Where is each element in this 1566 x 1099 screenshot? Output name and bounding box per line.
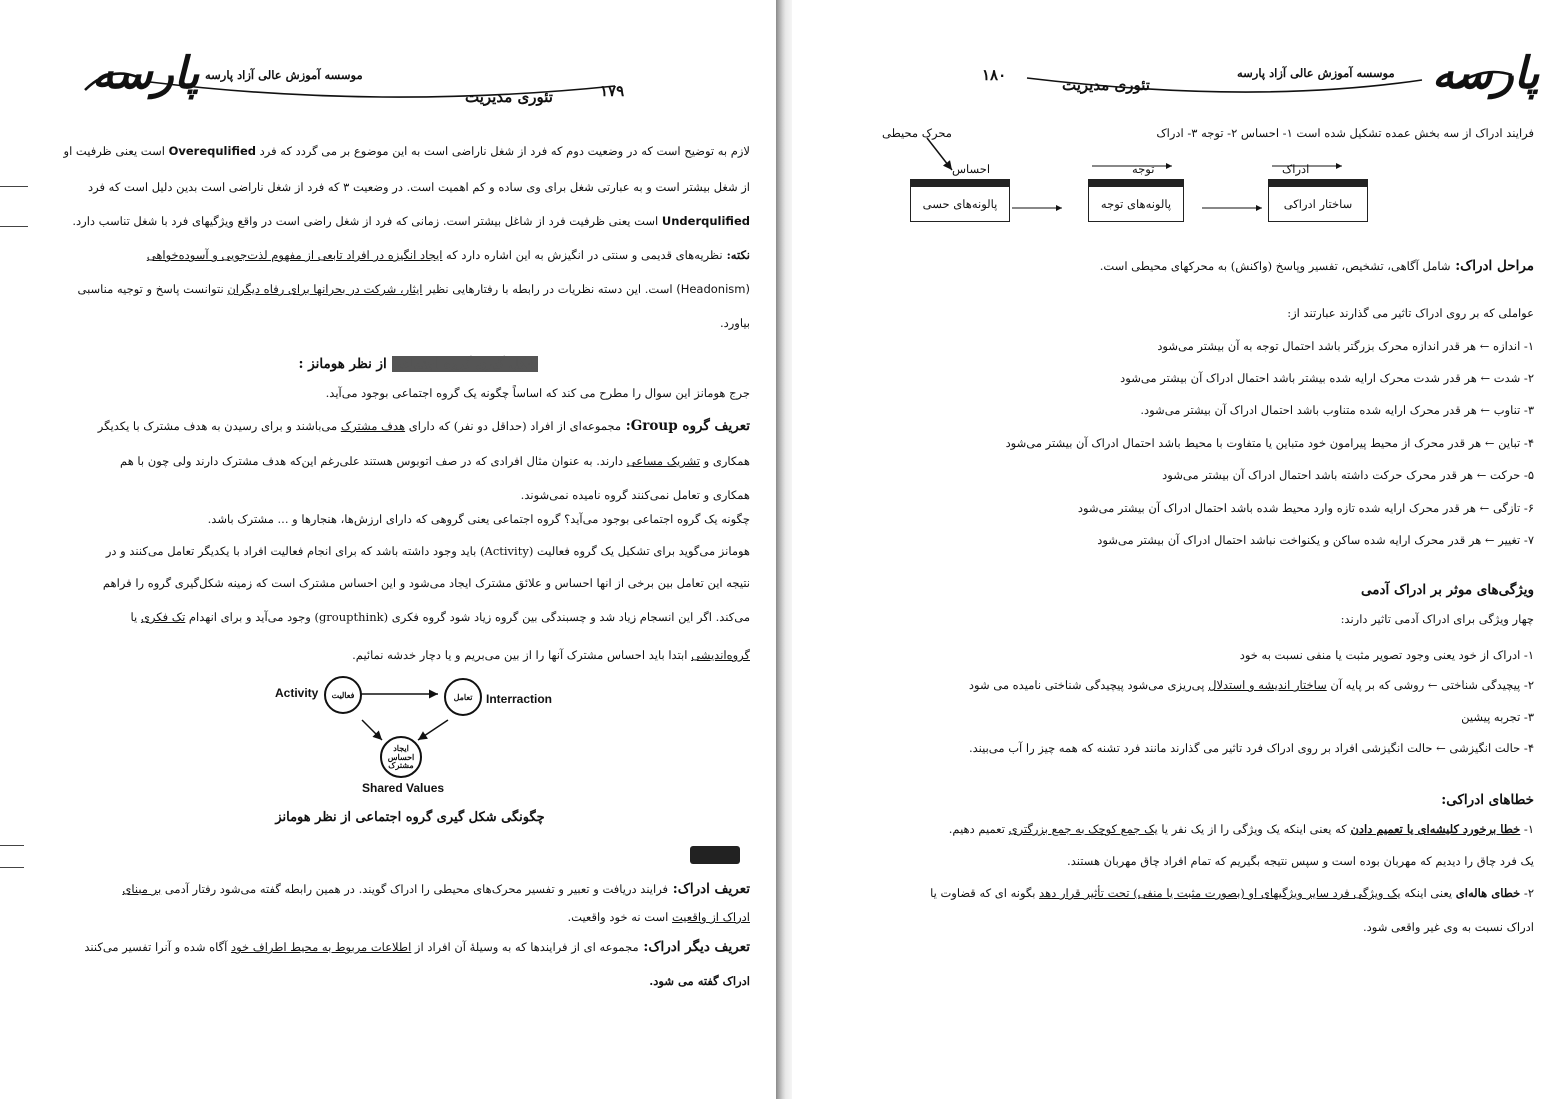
- book-gutter: [776, 0, 792, 1099]
- page-number: ۱۸۰: [982, 66, 1007, 84]
- scan-edge-mark: [0, 845, 24, 846]
- note-line: نکته: نظریه‌های قدیمی و سنتی در انگیزش به این اشاره دارد که ایجاد انگیزه در افراد تابعی از مفهوم لذت‌جویی و آسوده‌خواهی: [146, 248, 750, 262]
- error-item: ۱- خطا برخورد کلیشه‌ای یا تعمیم دادن که یعنی اینکه یک ویژگی را از یک نفر یا یک جمع کوچک به جمع بزرگتری تعمیم دهیم.: [948, 822, 1534, 836]
- activity-circle: فعالیت: [324, 676, 362, 714]
- factor-item: ۲- شدت ← هر قدر شدت محرک ارایه شده بیشتر باشد احتمال ادراک آن بیشتر می‌شود: [1120, 371, 1534, 385]
- text-line: یک فرد چاق را دیدیم که مهربان بوده است و سپس نتیجه بگیریم که تمام افراد چاق مهربان هستند.: [1067, 854, 1534, 868]
- institute-name: موسسه آموزش عالی آزاد پارسه: [1237, 66, 1395, 80]
- sensation-label: احساس: [952, 162, 991, 176]
- text-line: از شغل بیشتر است و به عبارتی شغل برای وی ساده و کم اهمیت است. در وضعیت ۳ که فرد از شغل ناراضی است بدین دلیل است که فرد: [88, 180, 750, 194]
- factor-item: ۱- اندازه ← هر قدر اندازه محرک بزرگتر باشد احتمال توجه به آن بیشتر می‌شود: [1157, 339, 1534, 353]
- text-line: Underqulified است یعنی ظرفیت فرد از شاغل بیشتر است. زمانی که فرد از شغل راضی است در واقع ویژگیهای فرد با شغل تناسب دارد.: [72, 214, 750, 228]
- text-line: ادراک از واقعیت است نه خود واقعیت.: [567, 910, 750, 924]
- text-line: لازم به توضیح است که در وضعیت دوم که فرد از شغل ناراضی است به این موضوع بر می گردد که فرد Overequlified است یعنی ظرفیت او: [63, 144, 750, 158]
- stages-line: مراحل ادراک: شامل آگاهی، تشخیص، تفسیر وپاسخ (واکنش) به محرکهای محیطی است.: [1099, 258, 1534, 274]
- shared-values-label: Shared Values: [362, 781, 445, 795]
- right-page-header: [792, 30, 1566, 115]
- left-page-header: [0, 30, 776, 115]
- text-line: گروه‌اندیشی ابتدا باید احساس مشترک آنها را از بین می‌بریم و یا دچار خدشه نمائیم.: [352, 648, 750, 662]
- perceptual-structure-box: ساختار ادراکی: [1268, 186, 1368, 222]
- factor-item: ۳- تناوب ← هر قدر محرک ارایه شده متناوب باشد احتمال ادراک آن بیشتر می‌شود.: [1140, 403, 1534, 417]
- attention-label: توجه: [1132, 162, 1155, 176]
- factor-item: ۴- تباین ← هر قدر محرک از محیط پیرامون خود متباین یا متفاوت با محیط باشد احتمال ادراک آن بیشتر می‌شود: [1005, 436, 1534, 450]
- trait-item: ۲- پیچیدگی شناختی ← روشی که بر پایه آن ساختار اندیشه و استدلال پی‌ریزی می‌شود پیچیدگی شناختی نامیده می شود: [968, 678, 1534, 692]
- text-line: (Headonism) است. این دسته نظریات در رابطه با رفتارهایی نظیر ایثار، شرکت در بحرانها برای رفاه دیگران نتوانست پاسخ و توجیه مناسبی: [77, 282, 750, 296]
- left-page: [0, 0, 776, 1099]
- section-heading: شکل گیری گروه اجتماعی از نظر هومانز :: [298, 356, 538, 372]
- institute-logo: پارسه: [92, 48, 200, 99]
- perception-label: ادراک: [1282, 162, 1310, 176]
- trait-item: ۱- ادراک از خود یعنی وجود تصویر مثبت یا منفی نسبت به خود: [1239, 648, 1534, 662]
- activity-label: Activity: [275, 686, 319, 700]
- definition-line: تعریف دیگر ادراک: مجموعه ای از فرایندها که به وسیلهٔ آن افراد از اطلاعات مربوط به محیط اطراف خود آگاه شده و آنرا تفسیر می‌کنند: [84, 939, 750, 955]
- interaction-circle: تعامل: [444, 678, 482, 716]
- factor-item: ۶- تازگی ← هر قدر محرک ارایه شده تازه وارد محیط شده باشد احتمال ادراک آن بیشتر می‌شود: [1077, 501, 1534, 515]
- definition-line: تعریف ادراک: فرایند دریافت و تعبیر و تفسیر محرک‌های محیطی را ادراک گویند. در همین رابطه گفته می‌شود رفتار آدمی بر مبنای: [122, 881, 750, 897]
- scan-edge-mark: [0, 186, 28, 187]
- trait-item: ۴- حالت انگیزشی ← حالت انگیزشی افراد بر روی ادراک فرد تاثیر می گذارند مانند فرد تشنه که همه چیز را آب می‌بیند.: [968, 741, 1534, 755]
- text-line: جرج هومانز این سوال را مطرح می کند که اساساً چگونه یک گروه اجتماعی بوجود می‌آید.: [325, 386, 750, 400]
- trait-item: ۳- تجربه پیشین: [1461, 710, 1534, 724]
- institute-logo: پارسه: [1432, 48, 1540, 99]
- text-line: همکاری و تشریک مساعی دارند. به عنوان مثال افرادی که در صف اتوبوس هستند علی‌رغم این‌که هدف مشترک دارند ولی چون با هم: [120, 454, 750, 468]
- diagram-caption: چگونگی شکل گیری گروه اجتماعی از نظر هومانز: [275, 810, 545, 825]
- text-line: عواملی که بر روی ادراک تاثیر می گذارند عبارتند از:: [1287, 306, 1534, 320]
- text-line: بیاورد.: [719, 316, 750, 330]
- traits-heading: ویژگی‌های موثر بر ادراک آدمی: [1361, 582, 1534, 598]
- text-line: چگونه یک گروه اجتماعی بوجود می‌آید؟ گروه اجتماعی یعنی گروهی که دارای ارزش‌ها، هنجارها و ... مشترک باشد.: [207, 512, 750, 526]
- subject-title: تئوری مدیریت: [465, 88, 553, 106]
- scan-edge-mark: [0, 226, 28, 227]
- right-page: [792, 0, 1566, 1099]
- error-item: ۲- خطای هاله‌ای یعنی اینکه یک ویژگی فرد سایر ویژگیهای او (بصورت مثبت یا منفی) تحت تأثیر قرار دهد بگونه ای که قضاوت یا: [930, 886, 1534, 900]
- environment-stimulus-label: محرک محیطی: [882, 126, 952, 140]
- sensory-filters-box: پالونه‌های حسی: [910, 186, 1010, 222]
- factor-item: ۷- تغییر ← هر قدر محرک ارایه شده ساکن و یکنواخت نباشد احتمال ادراک آن بیشتر می‌شود: [1097, 533, 1534, 547]
- definition-line: تعریف گروه Group: مجموعه‌ای از افراد (حداقل دو نفر) که دارای هدف مشترک می‌باشند و برای رسیدن به هدف مشترک با یکدیگر: [97, 418, 750, 434]
- scan-edge-mark: [0, 867, 24, 868]
- subject-title: تئوری مدیریت: [1062, 76, 1150, 94]
- shared-values-circle: ایجاد احساس مشترک: [380, 736, 422, 778]
- errors-heading: خطاهای ادراکی:: [1441, 792, 1534, 808]
- text-line: می‌کند. اگر این انسجام زیاد شد و چسبندگی بین گروه زیاد شود گروه فکری (groupthink) وجود می‌آید و برای انهدام تک فکری یا: [130, 610, 750, 624]
- text-line: فرایند ادراک از سه بخش عمده تشکیل شده است ۱- احساس ۲- توجه ۳- ادراک: [1156, 126, 1534, 140]
- text-line: همکاری و تعامل نمی‌کنند گروه نامیده نمی‌شوند.: [520, 488, 750, 502]
- text-line: ادراک نسبت به وی غیر واقعی شود.: [1363, 920, 1534, 934]
- text-line: چهار ویژگی برای ادراک آدمی تاثیر دارند:: [1340, 612, 1534, 626]
- attention-filters-box: پالونه‌های توجه: [1088, 186, 1184, 222]
- factor-item: ۵- حرکت ← هر قدر محرک حرکت داشته باشد احتمال ادراک آن بیشتر می‌شود: [1162, 468, 1534, 482]
- institute-name: موسسه آموزش عالی آزاد پارسه: [205, 68, 363, 82]
- interaction-label: Interraction: [486, 692, 553, 706]
- ink-blot: [690, 846, 740, 864]
- page-number: ۱۷۹: [600, 82, 625, 100]
- text-line: ادراک گفته می شود.: [649, 974, 750, 988]
- text-line: نتیجه این تعامل بین برخی از انها احساس و علائق مشترک ایجاد می‌شود و این احساس مشترک است که زمینه شکل‌گیری گروه را فراهم: [102, 576, 750, 590]
- text-line: هومانز می‌گوید برای تشکیل یک گروه فعالیت (Activity) باید وجود داشته باشد که برای انجام فعالیت افراد با یکدیگر تعامل می‌کنند و در: [105, 544, 750, 558]
